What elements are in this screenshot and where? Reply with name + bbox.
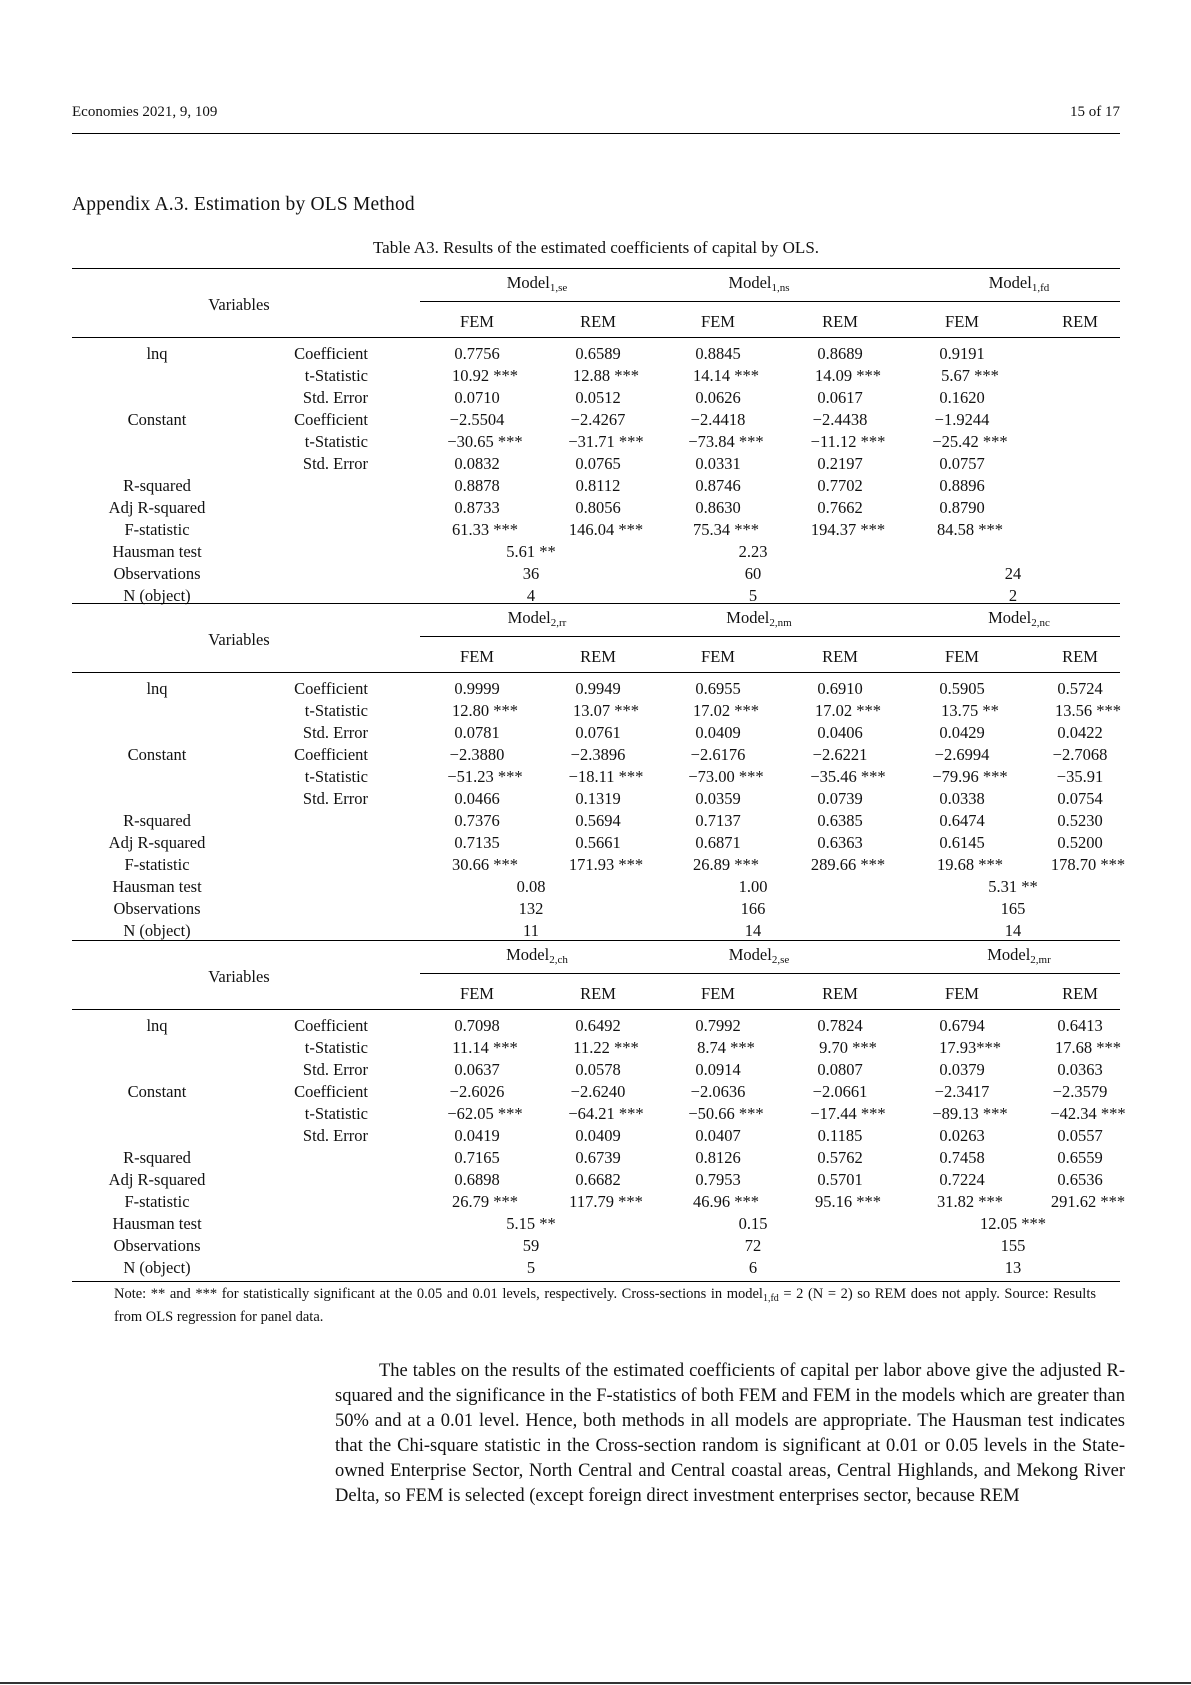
hausman-test-value: 1.00 xyxy=(738,877,768,896)
table-cell: 0.7098 xyxy=(454,1016,500,1035)
column-header: FEM xyxy=(945,984,979,1003)
table-cell: 0.5762 xyxy=(817,1148,863,1167)
variables-header: Variables xyxy=(208,630,270,649)
table-cell: 11.14 *** xyxy=(452,1038,518,1057)
table-cell: −51.23 *** xyxy=(447,767,523,786)
n-object-value: 5 xyxy=(748,586,758,605)
table-cell: 0.0557 xyxy=(1057,1126,1103,1145)
table-cell: 0.5694 xyxy=(575,811,621,830)
model-subscript: 1,se xyxy=(549,282,568,294)
table-cell: 0.5230 xyxy=(1057,811,1103,830)
table-cell: 0.0757 xyxy=(939,454,985,473)
row-statistic: t-Statistic xyxy=(304,1104,368,1123)
n-object-value: 2 xyxy=(1008,586,1018,605)
model-header xyxy=(988,608,1050,633)
row-variable: lnq xyxy=(146,344,168,363)
row-statistic: Coefficient xyxy=(294,344,368,363)
column-header: REM xyxy=(822,647,858,666)
table-cell: −73.00 *** xyxy=(688,767,764,786)
row-statistic: Coefficient xyxy=(294,1082,368,1101)
table-cell: 14.09 *** xyxy=(815,366,881,385)
table-cell: 13.75 ** xyxy=(941,701,999,720)
row-variable: Adj R-squared xyxy=(108,833,206,852)
table-cell: 0.0419 xyxy=(454,1126,500,1145)
table-cell: 0.7662 xyxy=(817,498,863,517)
table-cell: 0.8630 xyxy=(695,498,741,517)
table-cell: −2.5504 xyxy=(449,410,505,429)
table-cell: −11.12 *** xyxy=(810,432,886,451)
hausman-test-value: 5.61 ** xyxy=(506,542,556,561)
model-subscript: 2,mr xyxy=(1030,954,1051,966)
n-object-value: 14 xyxy=(1004,921,1022,940)
observations-value: 24 xyxy=(1004,564,1022,583)
table-cell: −2.4438 xyxy=(812,410,868,429)
table-cell: 0.9191 xyxy=(939,344,985,363)
row-statistic: Std. Error xyxy=(302,1060,368,1079)
table-cell: −2.3417 xyxy=(934,1082,990,1101)
observations-label: Observations xyxy=(113,564,201,583)
note-text-end: = 2 (N = 2) so REM does not apply. Source: Results from OLS regression for panel data. xyxy=(114,1286,1097,1325)
n-object-value: 6 xyxy=(748,1258,758,1277)
table-cell: 0.0429 xyxy=(939,723,985,742)
table-cell: −25.42 *** xyxy=(932,432,1008,451)
column-header: FEM xyxy=(701,647,735,666)
table-cell: 84.58 *** xyxy=(937,520,1003,539)
table-cell: 0.6871 xyxy=(695,833,741,852)
row-statistic: Std. Error xyxy=(302,454,368,473)
row-statistic: Coefficient xyxy=(294,410,368,429)
note-subscript: 1,fd xyxy=(762,1293,779,1304)
table-cell: 0.8689 xyxy=(817,344,863,363)
table-bottom-rule xyxy=(72,1281,1120,1282)
model-header-rule xyxy=(420,973,1120,974)
table-caption: Table A3. Results of the estimated coefficients of capital by OLS. xyxy=(372,238,820,257)
model-header xyxy=(729,945,790,970)
model-name: Model xyxy=(506,945,550,964)
table-cell: −17.44 *** xyxy=(810,1104,886,1123)
table-cell: 0.6682 xyxy=(575,1170,621,1189)
observations-value: 60 xyxy=(744,564,762,583)
table-cell: 0.6385 xyxy=(817,811,863,830)
hausman-test-value: 0.15 xyxy=(738,1214,768,1233)
table-cell: 0.8845 xyxy=(695,344,741,363)
column-header: REM xyxy=(1062,312,1098,331)
table-cell: 0.9949 xyxy=(575,679,621,698)
table-cell: 0.8878 xyxy=(454,476,500,495)
table-cell: 0.6474 xyxy=(939,811,985,830)
table-cell: −30.65 *** xyxy=(447,432,523,451)
table-cell: −2.6221 xyxy=(812,745,868,764)
table-cell: −2.4267 xyxy=(570,410,626,429)
table-cell: 26.79 *** xyxy=(452,1192,518,1211)
table-cell: 12.88 *** xyxy=(573,366,639,385)
table-cell: 0.0739 xyxy=(817,789,863,808)
table-cell: −64.21 *** xyxy=(568,1104,644,1123)
table-cell: 0.5905 xyxy=(939,679,985,698)
column-header-rule xyxy=(72,672,1120,673)
table-cell: −18.11 *** xyxy=(568,767,644,786)
page-number: 15 of 17 xyxy=(1070,104,1120,120)
table-cell: 0.0379 xyxy=(939,1060,985,1079)
n-object-value: 14 xyxy=(744,921,762,940)
row-statistic: Std. Error xyxy=(302,1126,368,1145)
variables-header: Variables xyxy=(208,295,270,314)
column-header: FEM xyxy=(701,984,735,1003)
table-cell: 17.93*** xyxy=(939,1038,1001,1057)
note-text-start: Note: ** and *** for statistically significant at the 0.05 and 0.01 levels, respectively. Cross-sections in model xyxy=(114,1286,763,1302)
table-cell: 95.16 *** xyxy=(815,1192,881,1211)
table-cell: 10.92 *** xyxy=(452,366,518,385)
hausman-test-label: Hausman test xyxy=(112,877,202,896)
row-variable: F-statistic xyxy=(124,1192,190,1211)
table-cell: 291.62 *** xyxy=(1050,1192,1126,1211)
row-statistic: t-Statistic xyxy=(304,767,368,786)
table-cell: −2.3579 xyxy=(1052,1082,1108,1101)
model-header-rule xyxy=(420,636,1120,637)
column-header: FEM xyxy=(945,312,979,331)
table-cell: 0.6794 xyxy=(939,1016,985,1035)
row-variable: R-squared xyxy=(123,476,191,495)
table-cell: 0.8746 xyxy=(695,476,741,495)
table-cell: 0.6363 xyxy=(817,833,863,852)
table-cell: 0.0761 xyxy=(575,723,621,742)
column-header: FEM xyxy=(460,984,494,1003)
row-statistic: Coefficient xyxy=(294,1016,368,1035)
observations-value: 165 xyxy=(1000,899,1026,918)
table-cell: 0.7224 xyxy=(939,1170,985,1189)
table-cell: 178.70 *** xyxy=(1050,855,1126,874)
model-header xyxy=(726,608,791,633)
table-cell: 5.67 *** xyxy=(941,366,999,385)
table-cell: 146.04 *** xyxy=(568,520,644,539)
row-statistic: Std. Error xyxy=(302,789,368,808)
column-header: FEM xyxy=(460,312,494,331)
model-header xyxy=(507,273,568,298)
row-variable: lnq xyxy=(146,679,168,698)
table-cell: −73.84 *** xyxy=(688,432,764,451)
table-cell: 0.2197 xyxy=(817,454,863,473)
table-cell: −35.91 xyxy=(1056,767,1104,786)
table-cell: 0.7702 xyxy=(817,476,863,495)
section-title: Appendix A.3. Estimation by OLS Method xyxy=(72,194,415,215)
column-header: REM xyxy=(580,312,616,331)
observations-value: 155 xyxy=(1000,1236,1026,1255)
table-cell: −2.0636 xyxy=(690,1082,746,1101)
table-cell: 0.8112 xyxy=(575,476,621,495)
model-name: Model xyxy=(988,273,1032,292)
table-cell: 0.0422 xyxy=(1057,723,1103,742)
table-cell: 289.66 *** xyxy=(810,855,886,874)
n-object-value: 4 xyxy=(526,586,536,605)
table-cell: −31.71 *** xyxy=(568,432,644,451)
table-cell: −2.3880 xyxy=(449,745,505,764)
model-header xyxy=(508,608,567,633)
table-cell: −2.0661 xyxy=(812,1082,868,1101)
table-cell: 0.0626 xyxy=(695,388,741,407)
table-cell: 0.6589 xyxy=(575,344,621,363)
table-cell: 0.7756 xyxy=(454,344,500,363)
table-cell: 0.6910 xyxy=(817,679,863,698)
row-variable: lnq xyxy=(146,1016,168,1035)
model-name: Model xyxy=(728,273,772,292)
table-cell: 0.9999 xyxy=(454,679,500,698)
observations-value: 72 xyxy=(744,1236,762,1255)
table-cell: 14.14 *** xyxy=(693,366,759,385)
row-statistic: t-Statistic xyxy=(304,366,368,385)
table-cell: 0.1319 xyxy=(575,789,621,808)
table-cell: −2.6026 xyxy=(449,1082,505,1101)
table-cell: 0.8790 xyxy=(939,498,985,517)
table-cell: 17.02 *** xyxy=(815,701,881,720)
body-paragraph-text: The tables on the results of the estimated coefficients of capital per labor above give the adjusted R-squared and the significance in the F-statistics of both FEM and FEM in the models which are greater than 50% and at a 0.01 level. Hence, both methods in all models are appropriate. The Hausman test indicates that the Chi-square statistic in the Cross-section random is significant at 0.01 or 0.05 levels in the State-owned Enterprise Sector, North Central and Central coastal areas, Central Highlands, and Mekong River Delta, so FEM is selected (except foreign direct investment enterprises sector, because REM xyxy=(335,1361,1125,1506)
table-cell: 0.5724 xyxy=(1057,679,1103,698)
column-header-rule xyxy=(72,1009,1120,1010)
table-cell: 0.8056 xyxy=(575,498,621,517)
table-cell: 0.6739 xyxy=(575,1148,621,1167)
table-cell: 0.0710 xyxy=(454,388,500,407)
model-subscript: 1,ns xyxy=(771,282,790,294)
table-cell: 171.93 *** xyxy=(568,855,644,874)
table-cell: 0.0409 xyxy=(695,723,741,742)
table-cell: 0.8733 xyxy=(454,498,500,517)
table-cell: 0.0263 xyxy=(939,1126,985,1145)
table-cell: −2.3896 xyxy=(570,745,626,764)
model-name: Model xyxy=(988,608,1032,627)
table-cell: 0.0512 xyxy=(575,388,621,407)
table-cell: 0.0832 xyxy=(454,454,500,473)
table-cell: 0.1620 xyxy=(939,388,985,407)
row-variable: Constant xyxy=(127,1082,187,1101)
table-cell: 9.70 *** xyxy=(819,1038,877,1057)
observations-value: 132 xyxy=(518,899,544,918)
table-cell: 0.0359 xyxy=(695,789,741,808)
row-statistic: Std. Error xyxy=(302,388,368,407)
body-paragraph xyxy=(335,1359,1125,1509)
table-cell: 30.66 *** xyxy=(452,855,518,874)
row-variable: Adj R-squared xyxy=(108,498,206,517)
table-cell: 0.0406 xyxy=(817,723,863,742)
model-subscript: 2,rr xyxy=(550,617,567,629)
model-subscript: 2,ch xyxy=(549,954,568,966)
table-cell: 0.6145 xyxy=(939,833,985,852)
row-statistic: Coefficient xyxy=(294,745,368,764)
table-cell: −89.13 *** xyxy=(932,1104,1008,1123)
model-name: Model xyxy=(987,945,1031,964)
model-header xyxy=(506,945,568,970)
hausman-test-value: 2.23 xyxy=(738,542,768,561)
table-cell: 31.82 *** xyxy=(937,1192,1003,1211)
table-cell: 17.68 *** xyxy=(1055,1038,1121,1057)
column-header-rule xyxy=(72,337,1120,338)
table-cell: 0.8896 xyxy=(939,476,985,495)
model-header xyxy=(728,273,789,298)
column-header: REM xyxy=(580,984,616,1003)
model-subscript: 2,se xyxy=(771,954,790,966)
table-cell: 0.0617 xyxy=(817,388,863,407)
row-statistic: t-Statistic xyxy=(304,432,368,451)
row-variable: R-squared xyxy=(123,1148,191,1167)
column-header: REM xyxy=(822,984,858,1003)
table-cell: 0.7137 xyxy=(695,811,741,830)
model-subscript: 2,nc xyxy=(1031,617,1050,629)
table-cell: 0.7135 xyxy=(454,833,500,852)
table-cell: −2.6176 xyxy=(690,745,746,764)
row-statistic: t-Statistic xyxy=(304,1038,368,1057)
table-cell: 0.6559 xyxy=(1057,1148,1103,1167)
table-cell: 0.6898 xyxy=(454,1170,500,1189)
model-name: Model xyxy=(507,608,551,627)
table-cell: 26.89 *** xyxy=(693,855,759,874)
n-object-value: 5 xyxy=(526,1258,536,1277)
table-cell: 0.7824 xyxy=(817,1016,863,1035)
table-cell: 194.37 *** xyxy=(810,520,886,539)
hausman-test-value: 0.08 xyxy=(516,877,546,896)
table-cell: 13.07 *** xyxy=(573,701,639,720)
table-cell: 0.5200 xyxy=(1057,833,1103,852)
observations-label: Observations xyxy=(113,1236,201,1255)
table-cell: 0.0637 xyxy=(454,1060,500,1079)
table-cell: 0.7458 xyxy=(939,1148,985,1167)
table-cell: 0.6492 xyxy=(575,1016,621,1035)
table-cell: 13.56 *** xyxy=(1055,701,1121,720)
model-name: Model xyxy=(728,945,772,964)
table-cell: −2.6994 xyxy=(934,745,990,764)
table-cell: 0.0466 xyxy=(454,789,500,808)
block-top-rule xyxy=(72,940,1120,941)
table-cell: 0.0338 xyxy=(939,789,985,808)
table-cell: −42.34 *** xyxy=(1050,1104,1126,1123)
model-header-rule xyxy=(420,301,1120,302)
column-header: FEM xyxy=(701,312,735,331)
table-cell: 0.8126 xyxy=(695,1148,741,1167)
table-cell: −2.7068 xyxy=(1052,745,1108,764)
hausman-test-value: 12.05 *** xyxy=(980,1214,1046,1233)
table-cell: 0.0331 xyxy=(695,454,741,473)
column-header: FEM xyxy=(945,647,979,666)
table-cell: 0.7165 xyxy=(454,1148,500,1167)
model-header xyxy=(989,273,1050,298)
row-variable: Constant xyxy=(127,410,187,429)
hausman-test-label: Hausman test xyxy=(112,542,202,561)
table-cell: 8.74 *** xyxy=(697,1038,755,1057)
table-cell: 0.6413 xyxy=(1057,1016,1103,1035)
table-cell: 0.0407 xyxy=(695,1126,741,1145)
model-name: Model xyxy=(726,608,770,627)
table-cell: 0.0754 xyxy=(1057,789,1103,808)
table-cell: 75.34 *** xyxy=(693,520,759,539)
table-cell: 0.7953 xyxy=(695,1170,741,1189)
model-subscript: 2,nm xyxy=(769,617,792,629)
hausman-test-label: Hausman test xyxy=(112,1214,202,1233)
table-cell: 0.0781 xyxy=(454,723,500,742)
hausman-test-value: 5.31 ** xyxy=(988,877,1038,896)
table-cell: −2.4418 xyxy=(690,410,746,429)
table-cell: 0.5701 xyxy=(817,1170,863,1189)
column-header: REM xyxy=(580,647,616,666)
table-cell: 0.6536 xyxy=(1057,1170,1103,1189)
table-note xyxy=(114,1285,1096,1326)
table-cell: 0.0914 xyxy=(695,1060,741,1079)
block-top-rule xyxy=(72,603,1120,604)
table-cell: 0.5661 xyxy=(575,833,621,852)
header-rule xyxy=(72,133,1120,134)
row-statistic: Coefficient xyxy=(294,679,368,698)
table-cell: 0.0363 xyxy=(1057,1060,1103,1079)
n-object-label: N (object) xyxy=(123,586,191,605)
table-cell: 0.7992 xyxy=(695,1016,741,1035)
table-cell: 0.7376 xyxy=(454,811,500,830)
table-cell: 0.1185 xyxy=(817,1126,863,1145)
table-cell: −1.9244 xyxy=(934,410,990,429)
row-variable: Adj R-squared xyxy=(108,1170,206,1189)
page-bottom-rule xyxy=(0,1682,1191,1684)
table-cell: −62.05 *** xyxy=(447,1104,523,1123)
row-variable: R-squared xyxy=(123,811,191,830)
table-cell: 12.80 *** xyxy=(452,701,518,720)
table-cell: −2.6240 xyxy=(570,1082,626,1101)
hausman-test-value: 5.15 ** xyxy=(506,1214,556,1233)
table-cell: 0.0765 xyxy=(575,454,621,473)
table-cell: 61.33 *** xyxy=(452,520,518,539)
variables-header: Variables xyxy=(208,967,270,986)
row-variable: F-statistic xyxy=(124,855,190,874)
observations-value: 166 xyxy=(740,899,766,918)
table-cell: 0.0578 xyxy=(575,1060,621,1079)
table-cell: 0.6955 xyxy=(695,679,741,698)
n-object-label: N (object) xyxy=(123,1258,191,1277)
observations-value: 59 xyxy=(522,1236,540,1255)
column-header: REM xyxy=(1062,647,1098,666)
n-object-value: 13 xyxy=(1004,1258,1022,1277)
column-header: REM xyxy=(1062,984,1098,1003)
column-header: FEM xyxy=(460,647,494,666)
row-variable: Constant xyxy=(127,745,187,764)
table-cell: 19.68 *** xyxy=(937,855,1003,874)
table-cell: 17.02 *** xyxy=(693,701,759,720)
model-header xyxy=(987,945,1051,970)
table-cell: 117.79 *** xyxy=(569,1192,643,1211)
table-cell: 0.0807 xyxy=(817,1060,863,1079)
journal-citation: Economies 2021, 9, 109 xyxy=(72,104,218,120)
table-cell: 11.22 *** xyxy=(573,1038,639,1057)
model-subscript: 1,fd xyxy=(1031,282,1050,294)
row-statistic: t-Statistic xyxy=(304,701,368,720)
observations-label: Observations xyxy=(113,899,201,918)
n-object-value: 11 xyxy=(523,921,539,940)
table-cell: −50.66 *** xyxy=(688,1104,764,1123)
column-header: REM xyxy=(822,312,858,331)
running-header xyxy=(72,104,1120,121)
n-object-label: N (object) xyxy=(123,921,191,940)
table-cell: 0.0409 xyxy=(575,1126,621,1145)
table-cell: 46.96 *** xyxy=(693,1192,759,1211)
row-statistic: Std. Error xyxy=(302,723,368,742)
table-cell: −79.96 *** xyxy=(932,767,1008,786)
table-cell: −35.46 *** xyxy=(810,767,886,786)
observations-value: 36 xyxy=(522,564,540,583)
row-variable: F-statistic xyxy=(124,520,190,539)
block-top-rule xyxy=(72,268,1120,269)
model-name: Model xyxy=(506,273,550,292)
